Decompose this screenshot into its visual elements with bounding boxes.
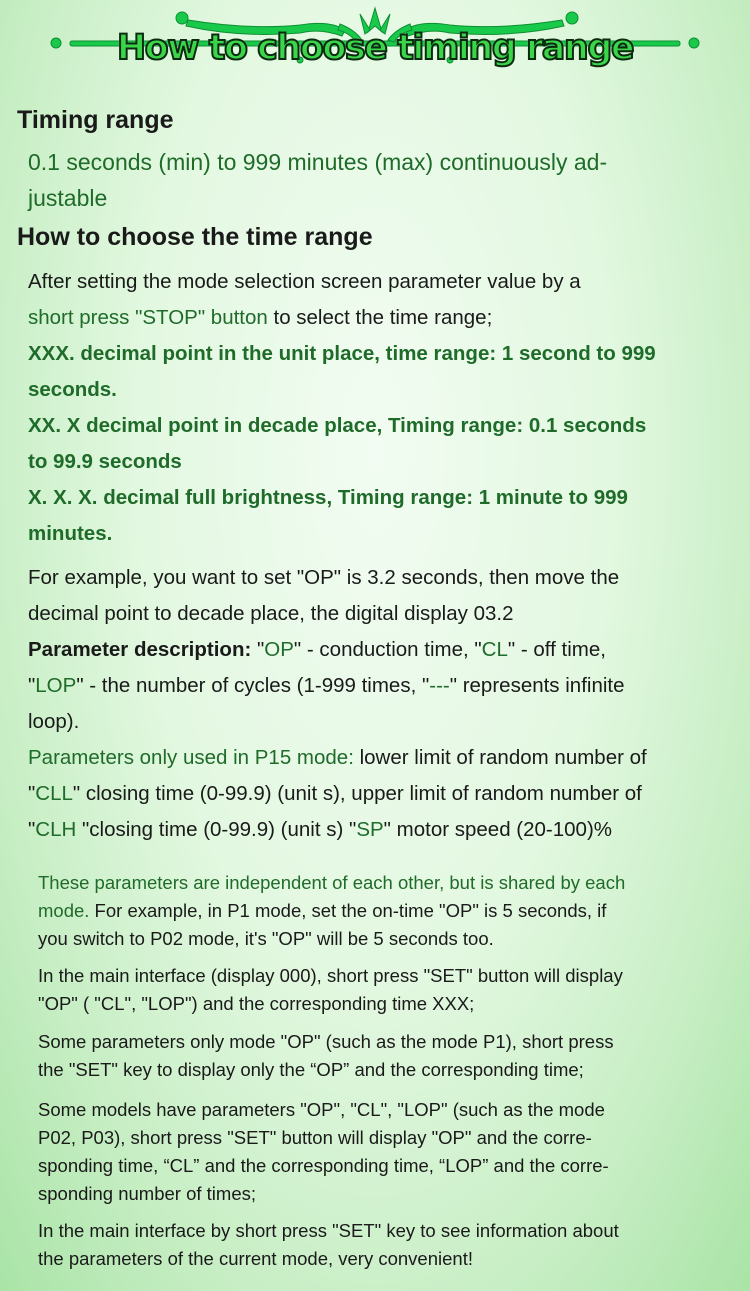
title-banner bbox=[0, 0, 750, 90]
lop-code: LOP bbox=[35, 674, 77, 697]
note-mode-word: mode. bbox=[38, 900, 90, 921]
rule-line: seconds. bbox=[28, 378, 117, 401]
note-line: These parameters are independent of each other, but is shared by each bbox=[38, 872, 626, 893]
cl-code: CL bbox=[481, 638, 508, 661]
example-line: decimal point to decade place, the digital display 03.2 bbox=[28, 602, 514, 625]
intro-rest: to select the time range; bbox=[267, 306, 493, 329]
text-seg: " motor speed (20-100)% bbox=[383, 818, 613, 841]
text-line: 0.1 seconds (min) to 999 minutes (max) continuously ad- bbox=[28, 149, 608, 175]
note-line: you switch to P02 mode, it's "OP" will be 5 seconds too. bbox=[38, 928, 494, 949]
text-seg: " closing time (0-99.9) (unit s), upper limit of random number of bbox=[72, 782, 642, 805]
text-seg: " bbox=[251, 638, 265, 661]
op-code: OP bbox=[264, 638, 294, 661]
choose-range-body bbox=[28, 264, 734, 552]
text-seg: For example, in P1 mode, set the on-time "OP" is 5 seconds, if bbox=[89, 900, 607, 921]
intro-line: After setting the mode selection screen parameter value by a bbox=[28, 270, 581, 293]
note-line bbox=[38, 897, 738, 925]
p15-line bbox=[28, 776, 734, 812]
timing-range-text bbox=[28, 144, 728, 216]
p15-line bbox=[28, 812, 734, 848]
banner-title: How to choose timing range bbox=[116, 28, 634, 68]
note-multi-params bbox=[38, 1096, 738, 1208]
text-seg: " represents infinite bbox=[449, 674, 625, 697]
note-line: P02, P03), short press "SET" button will display "OP" and the corre- bbox=[38, 1127, 592, 1148]
stop-highlight: short press "STOP" button bbox=[28, 306, 268, 329]
note-op-only bbox=[38, 1028, 738, 1084]
example-body bbox=[28, 560, 734, 848]
rule-line: XXX. decimal point in the unit place, time range: 1 second to 999 bbox=[28, 342, 656, 365]
rule-line: to 99.9 seconds bbox=[28, 450, 182, 473]
note-line: the parameters of the current mode, very convenient! bbox=[38, 1248, 473, 1269]
note-line: Some parameters only mode "OP" (such as the mode P1), short press bbox=[38, 1031, 614, 1052]
rule-line: XX. X decimal point in decade place, Timing range: 0.1 seconds bbox=[28, 414, 647, 437]
heading-timing-range: Timing range bbox=[17, 106, 174, 134]
note-convenient bbox=[38, 1217, 738, 1273]
note-line: Some models have parameters "OP", "CL", "LOP" (such as the mode bbox=[38, 1099, 605, 1120]
text-seg: " - the number of cycles (1-999 times, " bbox=[76, 674, 430, 697]
param-line: loop). bbox=[28, 710, 80, 733]
example-line: For example, you want to set "OP" is 3.2 seconds, then move the bbox=[28, 566, 620, 589]
text-seg: " bbox=[28, 674, 36, 697]
cll-code: CLL bbox=[35, 782, 73, 805]
param-line bbox=[28, 632, 734, 668]
param-label: Parameter description: bbox=[28, 638, 252, 661]
dashes-code: --- bbox=[429, 674, 450, 697]
note-line: the "SET" key to display only the “OP” and the corresponding time; bbox=[38, 1059, 584, 1080]
p15-label: Parameters only used in P15 mode: bbox=[28, 746, 354, 769]
heading-choose-time-range: How to choose the time range bbox=[17, 223, 373, 251]
text-seg: " bbox=[28, 818, 36, 841]
text-seg: " bbox=[28, 782, 36, 805]
note-line: In the main interface (display 000), short press "SET" button will display bbox=[38, 965, 623, 986]
param-line bbox=[28, 668, 734, 704]
note-shared-params bbox=[38, 869, 738, 953]
text-seg: " - conduction time, " bbox=[293, 638, 482, 661]
note-line: sponding time, “CL” and the corresponding time, “LOP” and the corre- bbox=[38, 1155, 609, 1176]
note-main-interface bbox=[38, 962, 738, 1018]
note-line: "OP" ( "CL", "LOP") and the corresponding time XXX; bbox=[38, 993, 475, 1014]
text-seg: lower limit of random number of bbox=[353, 746, 647, 769]
rule-line: minutes. bbox=[28, 522, 113, 545]
rule-line: X. X. X. decimal full brightness, Timing range: 1 minute to 999 bbox=[28, 486, 628, 509]
text-line: justable bbox=[28, 185, 108, 211]
note-line: sponding number of times; bbox=[38, 1183, 257, 1204]
text-seg: "closing time (0-99.9) (unit s) " bbox=[76, 818, 357, 841]
text-seg: " - off time, bbox=[507, 638, 606, 661]
p15-line bbox=[28, 740, 734, 776]
clh-code: CLH bbox=[35, 818, 77, 841]
note-line: In the main interface by short press "SET" key to see information about bbox=[38, 1220, 619, 1241]
sp-code: SP bbox=[356, 818, 384, 841]
intro-line bbox=[28, 300, 734, 336]
